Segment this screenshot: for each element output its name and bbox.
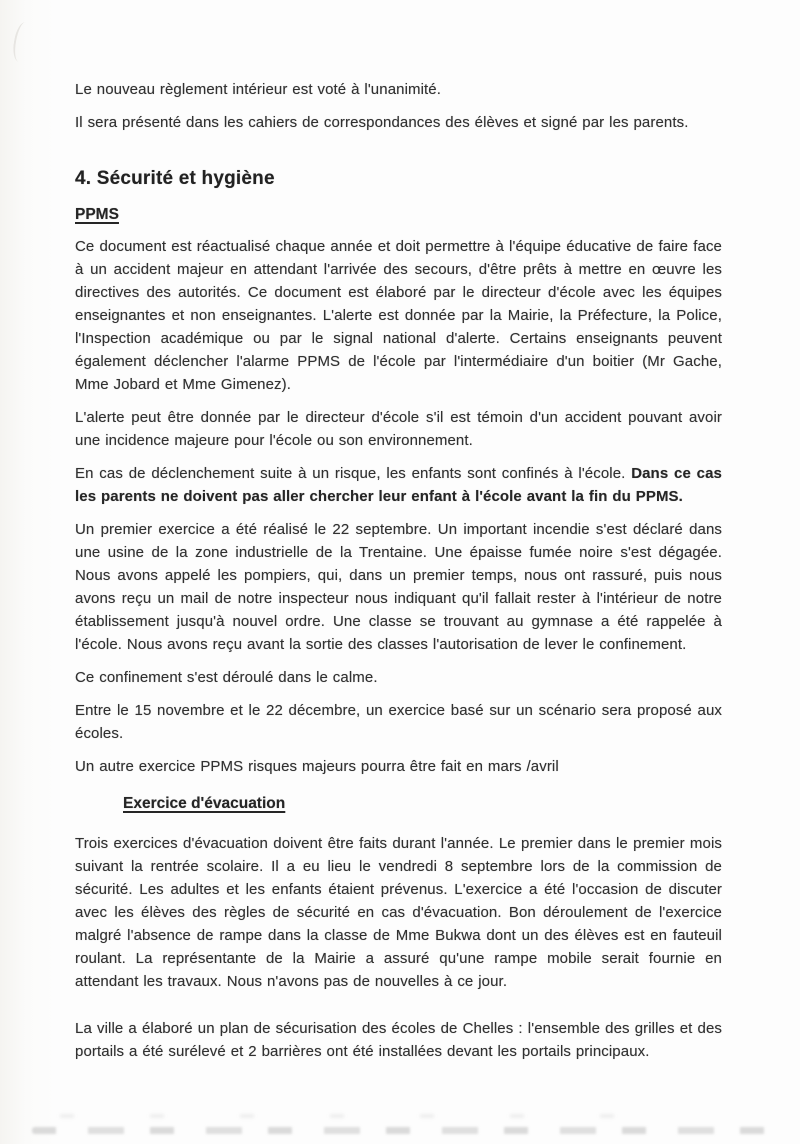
- scan-artifact-top-left: [11, 21, 34, 63]
- ppms-paragraph-2: L'alerte peut être donnée par le directeur d'école s'il est témoin d'un accident pouvant avoir une incidence majeure pour l'école ou son environnement.: [75, 409, 722, 449]
- ppms-paragraph-5: Ce confinement s'est déroulé dans le calme.: [75, 669, 378, 686]
- ppms-paragraph-3: [75, 462, 722, 508]
- ppms-paragraph-4: Un premier exercice a été réalisé le 22 septembre. Un important incendie s'est déclaré dans une usine de la zone industrielle de la Trentaine. Une épaisse fumée noire s'est dégagée. Nous avons appelé les pompiers, qui, dans un premier temps, nous ont rassuré, puis nous avons reçu un mail de notre inspecteur nous indiquant qu'il fallait rester à l'intérieur de notre établissement jusqu'à nouvel ordre. Une classe se trouvant au gymnase a été rappelée à l'école. Nous avons reçu avant la sortie des classes l'autorisation de lever le confinement.: [75, 521, 722, 653]
- ppms-heading: PPMS: [75, 206, 119, 223]
- scan-artifact-bottom-faint: [60, 1114, 680, 1118]
- ppms-paragraph-7: Un autre exercice PPMS risques majeurs pourra être fait en mars /avril: [75, 758, 559, 775]
- ppms-paragraph-3-normal: En cas de déclenchement suite à un risque, les enfants sont confinés à l'école.: [75, 465, 632, 482]
- intro-paragraph-2: Il sera présenté dans les cahiers de correspondances des élèves et signé par les parents.: [75, 114, 689, 131]
- evacuation-heading: Exercice d'évacuation: [123, 795, 286, 812]
- ppms-paragraph-3-bold-emphasis: Dans ce cas les parents ne doivent pas aller chercher leur enfant à l'école avant la fin du PPMS.: [75, 465, 722, 505]
- ppms-paragraph-1: Ce document est réactualisé chaque année et doit permettre à l'équipe éducative de faire face à un accident majeur en attendant l'arrivée des secours, d'être prêts à mettre en œuvre les directives des autorités. Ce document est élaboré par le directeur d'école avec les équipes enseignantes et non enseignantes. L'alerte est donnée par la Mairie, la Préfecture, la Police, l'Inspection académique ou par le signal national d'alerte. Certains enseignants peuvent également déclencher l'alarme PPMS de l'école par l'intermédiaire d'un boitier (Mr Gache, Mme Jobard et Mme Gimenez).: [75, 238, 722, 393]
- evacuation-paragraph-2: La ville a élaboré un plan de sécurisation des écoles de Chelles : l'ensemble des grilles et des portails a été surélevé et 2 barrières ont été installées devant les portails principaux.: [75, 1020, 722, 1060]
- evacuation-paragraph-1: Trois exercices d'évacuation doivent être faits durant l'année. Le premier dans le premier mois suivant la rentrée scolaire. Il a eu lieu le vendredi 8 septembre lors de la commission de sécurité. Les adultes et les enfants étaient prévenus. L'exercice a été l'occasion de discuter avec les élèves des règles de sécurité en cas d'évacuation. Bon déroulement de l'exercice malgré l'absence de rampe dans la classe de Mme Bukwa dont un des élèves est en fauteuil roulant. La représentante de la Mairie a assuré qu'une rampe mobile serait fournie en attendant les travaux. Nous n'avons pas de nouvelles à ce jour.: [75, 835, 722, 990]
- ppms-paragraph-6: Entre le 15 novembre et le 22 décembre, un exercice basé sur un scénario sera proposé aux écoles.: [75, 702, 722, 742]
- section-heading: 4. Sécurité et hygiène: [75, 168, 275, 189]
- intro-paragraph-1: Le nouveau règlement intérieur est voté à l'unanimité.: [75, 81, 442, 98]
- document-content: [75, 78, 722, 1073]
- scan-artifact-bottom: [32, 1127, 782, 1134]
